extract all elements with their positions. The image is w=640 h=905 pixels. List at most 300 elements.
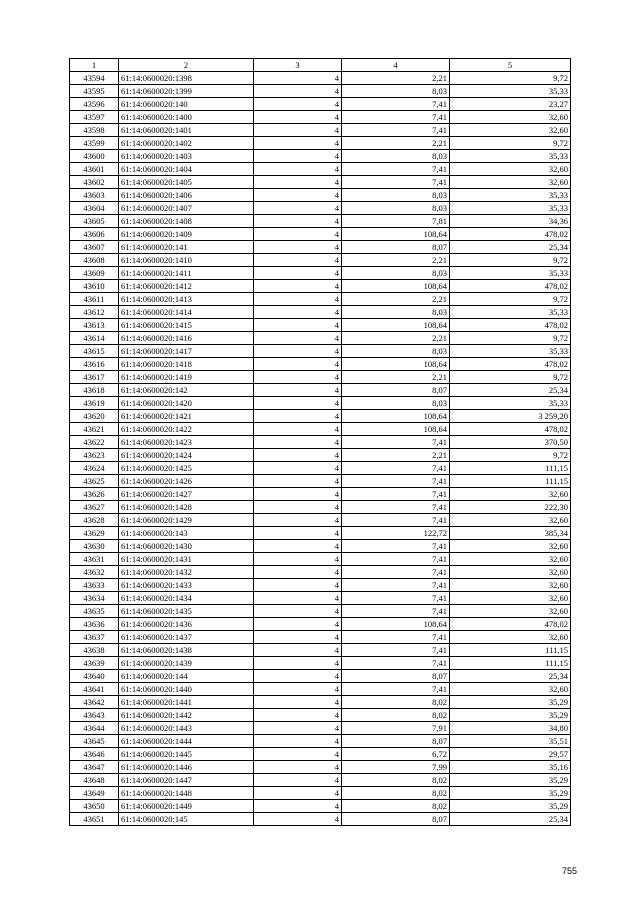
cadastral-number-cell: 61:14:0600020:1428	[119, 501, 254, 514]
table-row	[70, 163, 571, 176]
value-cell: 108,64	[342, 410, 450, 423]
data-table	[69, 58, 571, 826]
value-cell: 7,41	[342, 592, 450, 605]
code-cell: 4	[254, 189, 342, 202]
table-row	[70, 553, 571, 566]
cadastral-number-cell: 61:14:0600020:1408	[119, 215, 254, 228]
code-cell: 4	[254, 319, 342, 332]
amount-cell: 35,29	[450, 696, 571, 709]
cadastral-number-cell: 61:14:0600020:1416	[119, 332, 254, 345]
amount-cell: 32,60	[450, 605, 571, 618]
amount-cell: 35,29	[450, 800, 571, 813]
amount-cell: 370,50	[450, 436, 571, 449]
cadastral-number-cell: 61:14:0600020:1406	[119, 189, 254, 202]
value-cell: 108,64	[342, 228, 450, 241]
code-cell: 4	[254, 787, 342, 800]
cadastral-number-cell: 61:14:0600020:1427	[119, 488, 254, 501]
code-cell: 4	[254, 85, 342, 98]
code-cell: 4	[254, 800, 342, 813]
table-row	[70, 813, 571, 826]
amount-cell: 9,72	[450, 137, 571, 150]
value-cell: 7,41	[342, 631, 450, 644]
cadastral-number-cell: 61:14:0600020:141	[119, 241, 254, 254]
amount-cell: 25,34	[450, 384, 571, 397]
table-row	[70, 605, 571, 618]
cadastral-number-cell: 61:14:0600020:1440	[119, 683, 254, 696]
row-number-cell: 43622	[70, 436, 119, 449]
code-cell: 4	[254, 332, 342, 345]
cadastral-number-cell: 61:14:0600020:143	[119, 527, 254, 540]
value-cell: 7,41	[342, 566, 450, 579]
table-row	[70, 124, 571, 137]
table-row	[70, 631, 571, 644]
cadastral-number-cell: 61:14:0600020:1404	[119, 163, 254, 176]
code-cell: 4	[254, 566, 342, 579]
cadastral-number-cell: 61:14:0600020:1398	[119, 72, 254, 85]
value-cell: 8,02	[342, 774, 450, 787]
row-number-cell: 43607	[70, 241, 119, 254]
table-row	[70, 540, 571, 553]
table-row	[70, 293, 571, 306]
value-cell: 8,03	[342, 202, 450, 215]
table-row	[70, 449, 571, 462]
cadastral-number-cell: 61:14:0600020:1424	[119, 449, 254, 462]
row-number-cell: 43632	[70, 566, 119, 579]
value-cell: 8,07	[342, 735, 450, 748]
value-cell: 7,41	[342, 462, 450, 475]
amount-cell: 32,60	[450, 163, 571, 176]
row-number-cell: 43636	[70, 618, 119, 631]
cadastral-number-cell: 61:14:0600020:1405	[119, 176, 254, 189]
row-number-cell: 43626	[70, 488, 119, 501]
code-cell: 4	[254, 748, 342, 761]
cadastral-number-cell: 61:14:0600020:1437	[119, 631, 254, 644]
value-cell: 108,64	[342, 423, 450, 436]
column-header: 1	[70, 59, 119, 72]
amount-cell: 32,60	[450, 540, 571, 553]
amount-cell: 32,60	[450, 488, 571, 501]
amount-cell: 35,29	[450, 774, 571, 787]
table-row	[70, 410, 571, 423]
value-cell: 2,21	[342, 72, 450, 85]
value-cell: 8,02	[342, 709, 450, 722]
row-number-cell: 43608	[70, 254, 119, 267]
value-cell: 7,41	[342, 579, 450, 592]
row-number-cell: 43645	[70, 735, 119, 748]
table-row	[70, 306, 571, 319]
code-cell: 4	[254, 579, 342, 592]
code-cell: 4	[254, 111, 342, 124]
code-cell: 4	[254, 384, 342, 397]
row-number-cell: 43630	[70, 540, 119, 553]
cadastral-number-cell: 61:14:0600020:1403	[119, 150, 254, 163]
row-number-cell: 43616	[70, 358, 119, 371]
amount-cell: 9,72	[450, 449, 571, 462]
row-number-cell: 43640	[70, 670, 119, 683]
amount-cell: 9,72	[450, 72, 571, 85]
value-cell: 108,64	[342, 358, 450, 371]
amount-cell: 3 259,20	[450, 410, 571, 423]
code-cell: 4	[254, 527, 342, 540]
value-cell: 2,21	[342, 293, 450, 306]
cadastral-number-cell: 61:14:0600020:1420	[119, 397, 254, 410]
value-cell: 7,41	[342, 488, 450, 501]
value-cell: 8,07	[342, 384, 450, 397]
cadastral-number-cell: 61:14:0600020:140	[119, 98, 254, 111]
code-cell: 4	[254, 553, 342, 566]
cadastral-number-cell: 61:14:0600020:1415	[119, 319, 254, 332]
code-cell: 4	[254, 98, 342, 111]
code-cell: 4	[254, 722, 342, 735]
value-cell: 7,41	[342, 163, 450, 176]
value-cell: 8,02	[342, 696, 450, 709]
value-cell: 7,81	[342, 215, 450, 228]
amount-cell: 35,33	[450, 189, 571, 202]
table-row	[70, 137, 571, 150]
amount-cell: 385,34	[450, 527, 571, 540]
row-number-cell: 43628	[70, 514, 119, 527]
code-cell: 4	[254, 735, 342, 748]
amount-cell: 478,02	[450, 618, 571, 631]
code-cell: 4	[254, 540, 342, 553]
amount-cell: 35,51	[450, 735, 571, 748]
row-number-cell: 43649	[70, 787, 119, 800]
table-row	[70, 709, 571, 722]
amount-cell: 478,02	[450, 280, 571, 293]
row-number-cell: 43631	[70, 553, 119, 566]
table-row	[70, 644, 571, 657]
cadastral-number-cell: 61:14:0600020:142	[119, 384, 254, 397]
table-row	[70, 358, 571, 371]
amount-cell: 32,60	[450, 683, 571, 696]
row-number-cell: 43617	[70, 371, 119, 384]
table-row	[70, 371, 571, 384]
cadastral-number-cell: 61:14:0600020:1446	[119, 761, 254, 774]
value-cell: 7,41	[342, 111, 450, 124]
value-cell: 8,03	[342, 306, 450, 319]
cadastral-number-cell: 61:14:0600020:1431	[119, 553, 254, 566]
cadastral-number-cell: 61:14:0600020:1441	[119, 696, 254, 709]
code-cell: 4	[254, 241, 342, 254]
table-row	[70, 423, 571, 436]
cadastral-number-cell: 61:14:0600020:1418	[119, 358, 254, 371]
code-cell: 4	[254, 644, 342, 657]
amount-cell: 222,30	[450, 501, 571, 514]
amount-cell: 34,80	[450, 722, 571, 735]
amount-cell: 35,33	[450, 202, 571, 215]
row-number-cell: 43634	[70, 592, 119, 605]
code-cell: 4	[254, 436, 342, 449]
code-cell: 4	[254, 813, 342, 826]
table-row	[70, 592, 571, 605]
amount-cell: 478,02	[450, 228, 571, 241]
row-number-cell: 43618	[70, 384, 119, 397]
row-number-cell: 43633	[70, 579, 119, 592]
row-number-cell: 43599	[70, 137, 119, 150]
code-cell: 4	[254, 267, 342, 280]
row-number-cell: 43627	[70, 501, 119, 514]
column-header: 5	[450, 59, 571, 72]
code-cell: 4	[254, 280, 342, 293]
amount-cell: 9,72	[450, 254, 571, 267]
value-cell: 2,21	[342, 449, 450, 462]
amount-cell: 9,72	[450, 293, 571, 306]
value-cell: 7,41	[342, 553, 450, 566]
amount-cell: 32,60	[450, 514, 571, 527]
row-number-cell: 43624	[70, 462, 119, 475]
cadastral-number-cell: 61:14:0600020:1442	[119, 709, 254, 722]
row-number-cell: 43625	[70, 475, 119, 488]
table-row	[70, 579, 571, 592]
cadastral-number-cell: 61:14:0600020:1414	[119, 306, 254, 319]
value-cell: 8,07	[342, 813, 450, 826]
table-row	[70, 72, 571, 85]
amount-cell: 35,33	[450, 85, 571, 98]
table-row	[70, 98, 571, 111]
table-row	[70, 280, 571, 293]
amount-cell: 9,72	[450, 332, 571, 345]
table-row	[70, 748, 571, 761]
amount-cell: 111,15	[450, 644, 571, 657]
value-cell: 7,41	[342, 605, 450, 618]
table-row	[70, 319, 571, 332]
code-cell: 4	[254, 397, 342, 410]
code-cell: 4	[254, 371, 342, 384]
table-row	[70, 618, 571, 631]
code-cell: 4	[254, 462, 342, 475]
table-row	[70, 761, 571, 774]
row-number-cell: 43648	[70, 774, 119, 787]
amount-cell: 32,60	[450, 553, 571, 566]
row-number-cell: 43594	[70, 72, 119, 85]
table-row	[70, 462, 571, 475]
value-cell: 7,41	[342, 540, 450, 553]
row-number-cell: 43647	[70, 761, 119, 774]
row-number-cell: 43629	[70, 527, 119, 540]
cadastral-number-cell: 61:14:0600020:1410	[119, 254, 254, 267]
cadastral-number-cell: 61:14:0600020:1425	[119, 462, 254, 475]
cadastral-number-cell: 61:14:0600020:1435	[119, 605, 254, 618]
value-cell: 7,41	[342, 514, 450, 527]
row-number-cell: 43605	[70, 215, 119, 228]
code-cell: 4	[254, 488, 342, 501]
code-cell: 4	[254, 501, 342, 514]
table-row	[70, 345, 571, 358]
row-number-cell: 43623	[70, 449, 119, 462]
amount-cell: 478,02	[450, 358, 571, 371]
code-cell: 4	[254, 696, 342, 709]
value-cell: 8,03	[342, 189, 450, 202]
row-number-cell: 43609	[70, 267, 119, 280]
table-row	[70, 241, 571, 254]
code-cell: 4	[254, 709, 342, 722]
amount-cell: 9,72	[450, 371, 571, 384]
amount-cell: 35,29	[450, 709, 571, 722]
code-cell: 4	[254, 293, 342, 306]
column-header: 2	[119, 59, 254, 72]
row-number-cell: 43646	[70, 748, 119, 761]
code-cell: 4	[254, 150, 342, 163]
amount-cell: 32,60	[450, 111, 571, 124]
table-row	[70, 475, 571, 488]
value-cell: 8,07	[342, 241, 450, 254]
value-cell: 7,41	[342, 475, 450, 488]
table-row	[70, 514, 571, 527]
table-row	[70, 85, 571, 98]
table-row	[70, 735, 571, 748]
amount-cell: 35,33	[450, 397, 571, 410]
value-cell: 2,21	[342, 332, 450, 345]
row-number-cell: 43650	[70, 800, 119, 813]
table-row	[70, 670, 571, 683]
value-cell: 7,41	[342, 98, 450, 111]
table-row	[70, 397, 571, 410]
table-row	[70, 150, 571, 163]
value-cell: 108,64	[342, 319, 450, 332]
value-cell: 7,41	[342, 176, 450, 189]
row-number-cell: 43611	[70, 293, 119, 306]
table-row	[70, 722, 571, 735]
code-cell: 4	[254, 202, 342, 215]
row-number-cell: 43596	[70, 98, 119, 111]
amount-cell: 35,33	[450, 306, 571, 319]
amount-cell: 35,16	[450, 761, 571, 774]
code-cell: 4	[254, 475, 342, 488]
cadastral-number-cell: 61:14:0600020:1417	[119, 345, 254, 358]
cadastral-number-cell: 61:14:0600020:1413	[119, 293, 254, 306]
row-number-cell: 43603	[70, 189, 119, 202]
value-cell: 8,03	[342, 150, 450, 163]
table-body	[70, 72, 571, 826]
cadastral-number-cell: 61:14:0600020:1399	[119, 85, 254, 98]
cadastral-number-cell: 61:14:0600020:1447	[119, 774, 254, 787]
amount-cell: 478,02	[450, 319, 571, 332]
table-row	[70, 436, 571, 449]
table-row	[70, 800, 571, 813]
value-cell: 8,07	[342, 670, 450, 683]
row-number-cell: 43595	[70, 85, 119, 98]
amount-cell: 35,33	[450, 267, 571, 280]
value-cell: 2,21	[342, 137, 450, 150]
code-cell: 4	[254, 514, 342, 527]
table-row	[70, 683, 571, 696]
amount-cell: 35,29	[450, 787, 571, 800]
value-cell: 8,03	[342, 397, 450, 410]
table-row	[70, 774, 571, 787]
code-cell: 4	[254, 631, 342, 644]
row-number-cell: 43643	[70, 709, 119, 722]
table-row	[70, 228, 571, 241]
cadastral-number-cell: 61:14:0600020:1439	[119, 657, 254, 670]
amount-cell: 35,33	[450, 345, 571, 358]
amount-cell: 32,60	[450, 176, 571, 189]
row-number-cell: 43620	[70, 410, 119, 423]
table-row	[70, 384, 571, 397]
row-number-cell: 43601	[70, 163, 119, 176]
column-header: 4	[342, 59, 450, 72]
code-cell: 4	[254, 176, 342, 189]
cadastral-number-cell: 61:14:0600020:1448	[119, 787, 254, 800]
table-row	[70, 267, 571, 280]
header-row	[70, 59, 571, 72]
row-number-cell: 43641	[70, 683, 119, 696]
table-row	[70, 657, 571, 670]
cadastral-number-cell: 61:14:0600020:1436	[119, 618, 254, 631]
row-number-cell: 43635	[70, 605, 119, 618]
amount-cell: 478,02	[450, 423, 571, 436]
value-cell: 122,72	[342, 527, 450, 540]
cadastral-number-cell: 61:14:0600020:1423	[119, 436, 254, 449]
code-cell: 4	[254, 124, 342, 137]
table-row	[70, 202, 571, 215]
cadastral-number-cell: 61:14:0600020:1445	[119, 748, 254, 761]
table-row	[70, 501, 571, 514]
cadastral-number-cell: 61:14:0600020:1429	[119, 514, 254, 527]
code-cell: 4	[254, 163, 342, 176]
row-number-cell: 43600	[70, 150, 119, 163]
cadastral-number-cell: 61:14:0600020:144	[119, 670, 254, 683]
row-number-cell: 43639	[70, 657, 119, 670]
code-cell: 4	[254, 306, 342, 319]
table-row	[70, 111, 571, 124]
amount-cell: 29,57	[450, 748, 571, 761]
amount-cell: 32,60	[450, 579, 571, 592]
cadastral-number-cell: 61:14:0600020:1426	[119, 475, 254, 488]
code-cell: 4	[254, 410, 342, 423]
code-cell: 4	[254, 345, 342, 358]
row-number-cell: 43644	[70, 722, 119, 735]
row-number-cell: 43604	[70, 202, 119, 215]
table-row	[70, 215, 571, 228]
row-number-cell: 43642	[70, 696, 119, 709]
code-cell: 4	[254, 228, 342, 241]
cadastral-number-cell: 61:14:0600020:1444	[119, 735, 254, 748]
table-row	[70, 176, 571, 189]
cadastral-number-cell: 61:14:0600020:1433	[119, 579, 254, 592]
code-cell: 4	[254, 358, 342, 371]
amount-cell: 111,15	[450, 462, 571, 475]
row-number-cell: 43614	[70, 332, 119, 345]
amount-cell: 23,27	[450, 98, 571, 111]
cadastral-number-cell: 61:14:0600020:1400	[119, 111, 254, 124]
cadastral-number-cell: 61:14:0600020:1438	[119, 644, 254, 657]
code-cell: 4	[254, 761, 342, 774]
value-cell: 7,41	[342, 436, 450, 449]
table-row	[70, 254, 571, 267]
code-cell: 4	[254, 670, 342, 683]
code-cell: 4	[254, 423, 342, 436]
value-cell: 2,21	[342, 371, 450, 384]
page-number: 755	[562, 866, 578, 876]
amount-cell: 111,15	[450, 475, 571, 488]
code-cell: 4	[254, 215, 342, 228]
amount-cell: 35,33	[450, 150, 571, 163]
value-cell: 8,02	[342, 787, 450, 800]
code-cell: 4	[254, 618, 342, 631]
code-cell: 4	[254, 774, 342, 787]
code-cell: 4	[254, 592, 342, 605]
row-number-cell: 43638	[70, 644, 119, 657]
code-cell: 4	[254, 72, 342, 85]
value-cell: 7,91	[342, 722, 450, 735]
value-cell: 8,03	[342, 267, 450, 280]
amount-cell: 111,15	[450, 657, 571, 670]
cadastral-number-cell: 61:14:0600020:1430	[119, 540, 254, 553]
value-cell: 7,99	[342, 761, 450, 774]
value-cell: 7,41	[342, 124, 450, 137]
code-cell: 4	[254, 683, 342, 696]
code-cell: 4	[254, 137, 342, 150]
